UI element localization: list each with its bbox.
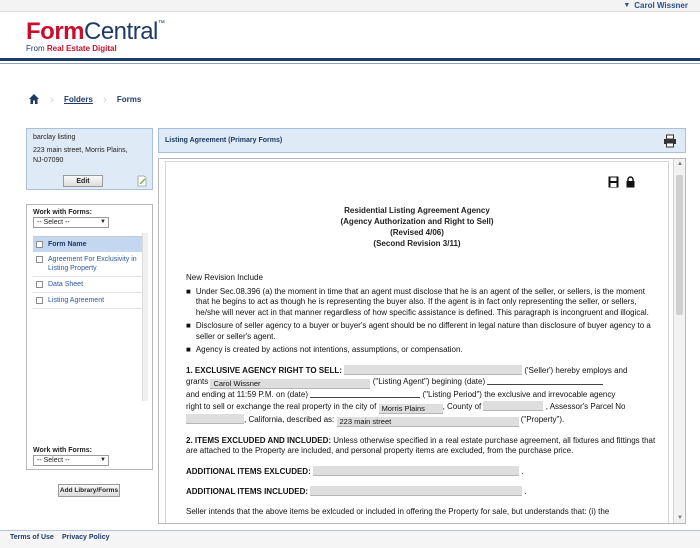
section-exclusive-agency: 1. EXCLUSIVE AGENCY RIGHT TO SELL: ('Seller') hereby employs and grants Carol Wissner ("Listing Agent") begining (date) and ending at 11:59 P.M. on (date) ("Listing Period") the exclusive and irrevocable agency right to sell or exchange the real property in the city of Morris Plains , County of , Assessor's Parcel No , California, described as: 223 main street ("Property"). [186, 365, 628, 426]
forms-table-header: Form Name [33, 237, 144, 252]
select-all-checkbox[interactable] [36, 241, 43, 248]
chevron-down-icon: ▼ [623, 2, 631, 9]
printer-icon[interactable] [663, 134, 677, 148]
work-with-forms-select-bottom[interactable]: -- Select -- ▼ [33, 455, 109, 466]
notes-icon[interactable] [136, 175, 148, 187]
save-icon[interactable] [608, 176, 619, 188]
additional-items-excluded-field[interactable] [313, 466, 519, 476]
begin-date-field[interactable] [487, 376, 603, 385]
property-description-field[interactable]: 223 main street [337, 417, 519, 427]
listing-address-line1: 223 main street, Morris Plains, [33, 147, 128, 154]
edit-button[interactable]: Edit [63, 175, 103, 187]
end-date-field[interactable] [310, 389, 420, 398]
document-page [165, 161, 669, 524]
add-library-forms-button[interactable]: Add Library/Forms [58, 484, 120, 497]
listing-name: barclay listing [33, 134, 76, 141]
work-with-forms-bottom [27, 443, 152, 466]
additional-items-excluded-row: ADDITIONAL ITEMS EXLCUDED: . [186, 466, 524, 476]
seller-name-field[interactable] [344, 365, 522, 375]
listing-agent-field[interactable]: Carol Wissner [210, 379, 370, 389]
lock-icon[interactable] [625, 176, 636, 188]
chevron-down-icon: ▼ [100, 219, 106, 225]
document-viewer [158, 158, 686, 524]
form-row[interactable] [33, 293, 144, 309]
footer [0, 530, 700, 548]
document-title: Residential Listing Agreement Agency (Agency Authorization and Right to Sell) (Revised 4/06) (Second Revision 3/11) [340, 206, 494, 248]
work-with-forms-select[interactable]: -- Select -- ▼ [33, 217, 109, 228]
form-link[interactable]: Data Sheet [48, 281, 84, 288]
listing-address-line2: NJ-07090 [33, 157, 64, 164]
new-revision-heading: New Revision Include [186, 273, 263, 282]
form-link[interactable]: Agreement For Exclusivity in Listing Property [48, 256, 137, 272]
section-items-excluded: 2. ITEMS EXCLUDED AND INCLUDED: Unless otherwise specified in a real estate purchase agreement, all fixtures and fittings that are attached to the Property are included, and personal property items are excluded, from the purchase price. [186, 435, 656, 455]
document-actions [608, 176, 636, 188]
header-divider [0, 58, 700, 66]
document-continuation: Seller intends that the above items be exlcuded or included in offering the Property for sale, but understands that: (i) the [186, 506, 610, 516]
document-scrollbar[interactable] [673, 159, 685, 523]
parcel-number-field[interactable] [186, 414, 244, 424]
revision-bullet: ■ Agency is created by actions not intentions, assumptions, or compensation. [186, 345, 463, 354]
user-menu[interactable] [623, 1, 688, 10]
additional-items-included-row: ADDITIONAL ITEMS INCLUDED: . [186, 487, 527, 496]
scroll-up-icon[interactable]: ▲ [677, 161, 683, 167]
city-field[interactable]: Morris Plains [379, 404, 443, 414]
form-checkbox[interactable] [36, 256, 43, 263]
scroll-thumb[interactable] [676, 175, 683, 315]
work-with-forms-label: Work with Forms: [33, 209, 92, 216]
forms-panel [26, 204, 153, 470]
formcentral-logo: FormCentral™ From Real Estate Digital [26, 18, 165, 53]
document-body [186, 273, 656, 517]
breadcrumb-forms: Forms [116, 94, 142, 104]
top-bar [0, 0, 700, 12]
form-link[interactable]: Listing Agreement [48, 297, 105, 304]
document-panel-title: Listing Agreement (Primary Forms) [165, 137, 283, 144]
terms-of-use-link[interactable]: Terms of Use [10, 534, 54, 541]
form-row[interactable] [33, 277, 144, 293]
forms-scrollbar[interactable] [142, 233, 148, 401]
form-checkbox[interactable] [36, 281, 43, 288]
breadcrumb-folders-link[interactable]: Folders [64, 94, 93, 104]
county-field[interactable] [483, 401, 543, 411]
home-icon[interactable] [28, 93, 40, 105]
user-name: Carol Wissner [634, 1, 688, 10]
form-row[interactable] [33, 252, 144, 277]
form-checkbox[interactable] [36, 297, 43, 304]
forms-table [33, 236, 144, 309]
scroll-down-icon[interactable]: ▼ [677, 515, 683, 521]
revision-bullet: ■ Under Sec.08.396 (a) the moment in time that an agent must disclose that he is an agent of the seller, or sellers, is the moment that he begins to act as though he is representing the buyer also. If the agent is in fact only representing the seller, or sellers, he/she will never act in that manner regardless of how specific assistance is defined. This paragraph is incongruent and illogical. [186, 286, 649, 317]
revision-bullet: ■ Disclosure of seller agency to a buyer or buyer's agent should be no different in legal nature than disclosure of buyer agency to a seller or seller's agent. [186, 321, 651, 341]
additional-items-included-field[interactable] [310, 486, 522, 496]
work-with-forms-label-bottom: Work with Forms: [33, 447, 92, 454]
privacy-policy-link[interactable]: Privacy Policy [62, 534, 110, 541]
document-header [158, 128, 686, 153]
listing-card [26, 128, 153, 190]
chevron-down-icon: ▼ [100, 457, 106, 463]
breadcrumb: › Folders › Forms [28, 92, 141, 106]
